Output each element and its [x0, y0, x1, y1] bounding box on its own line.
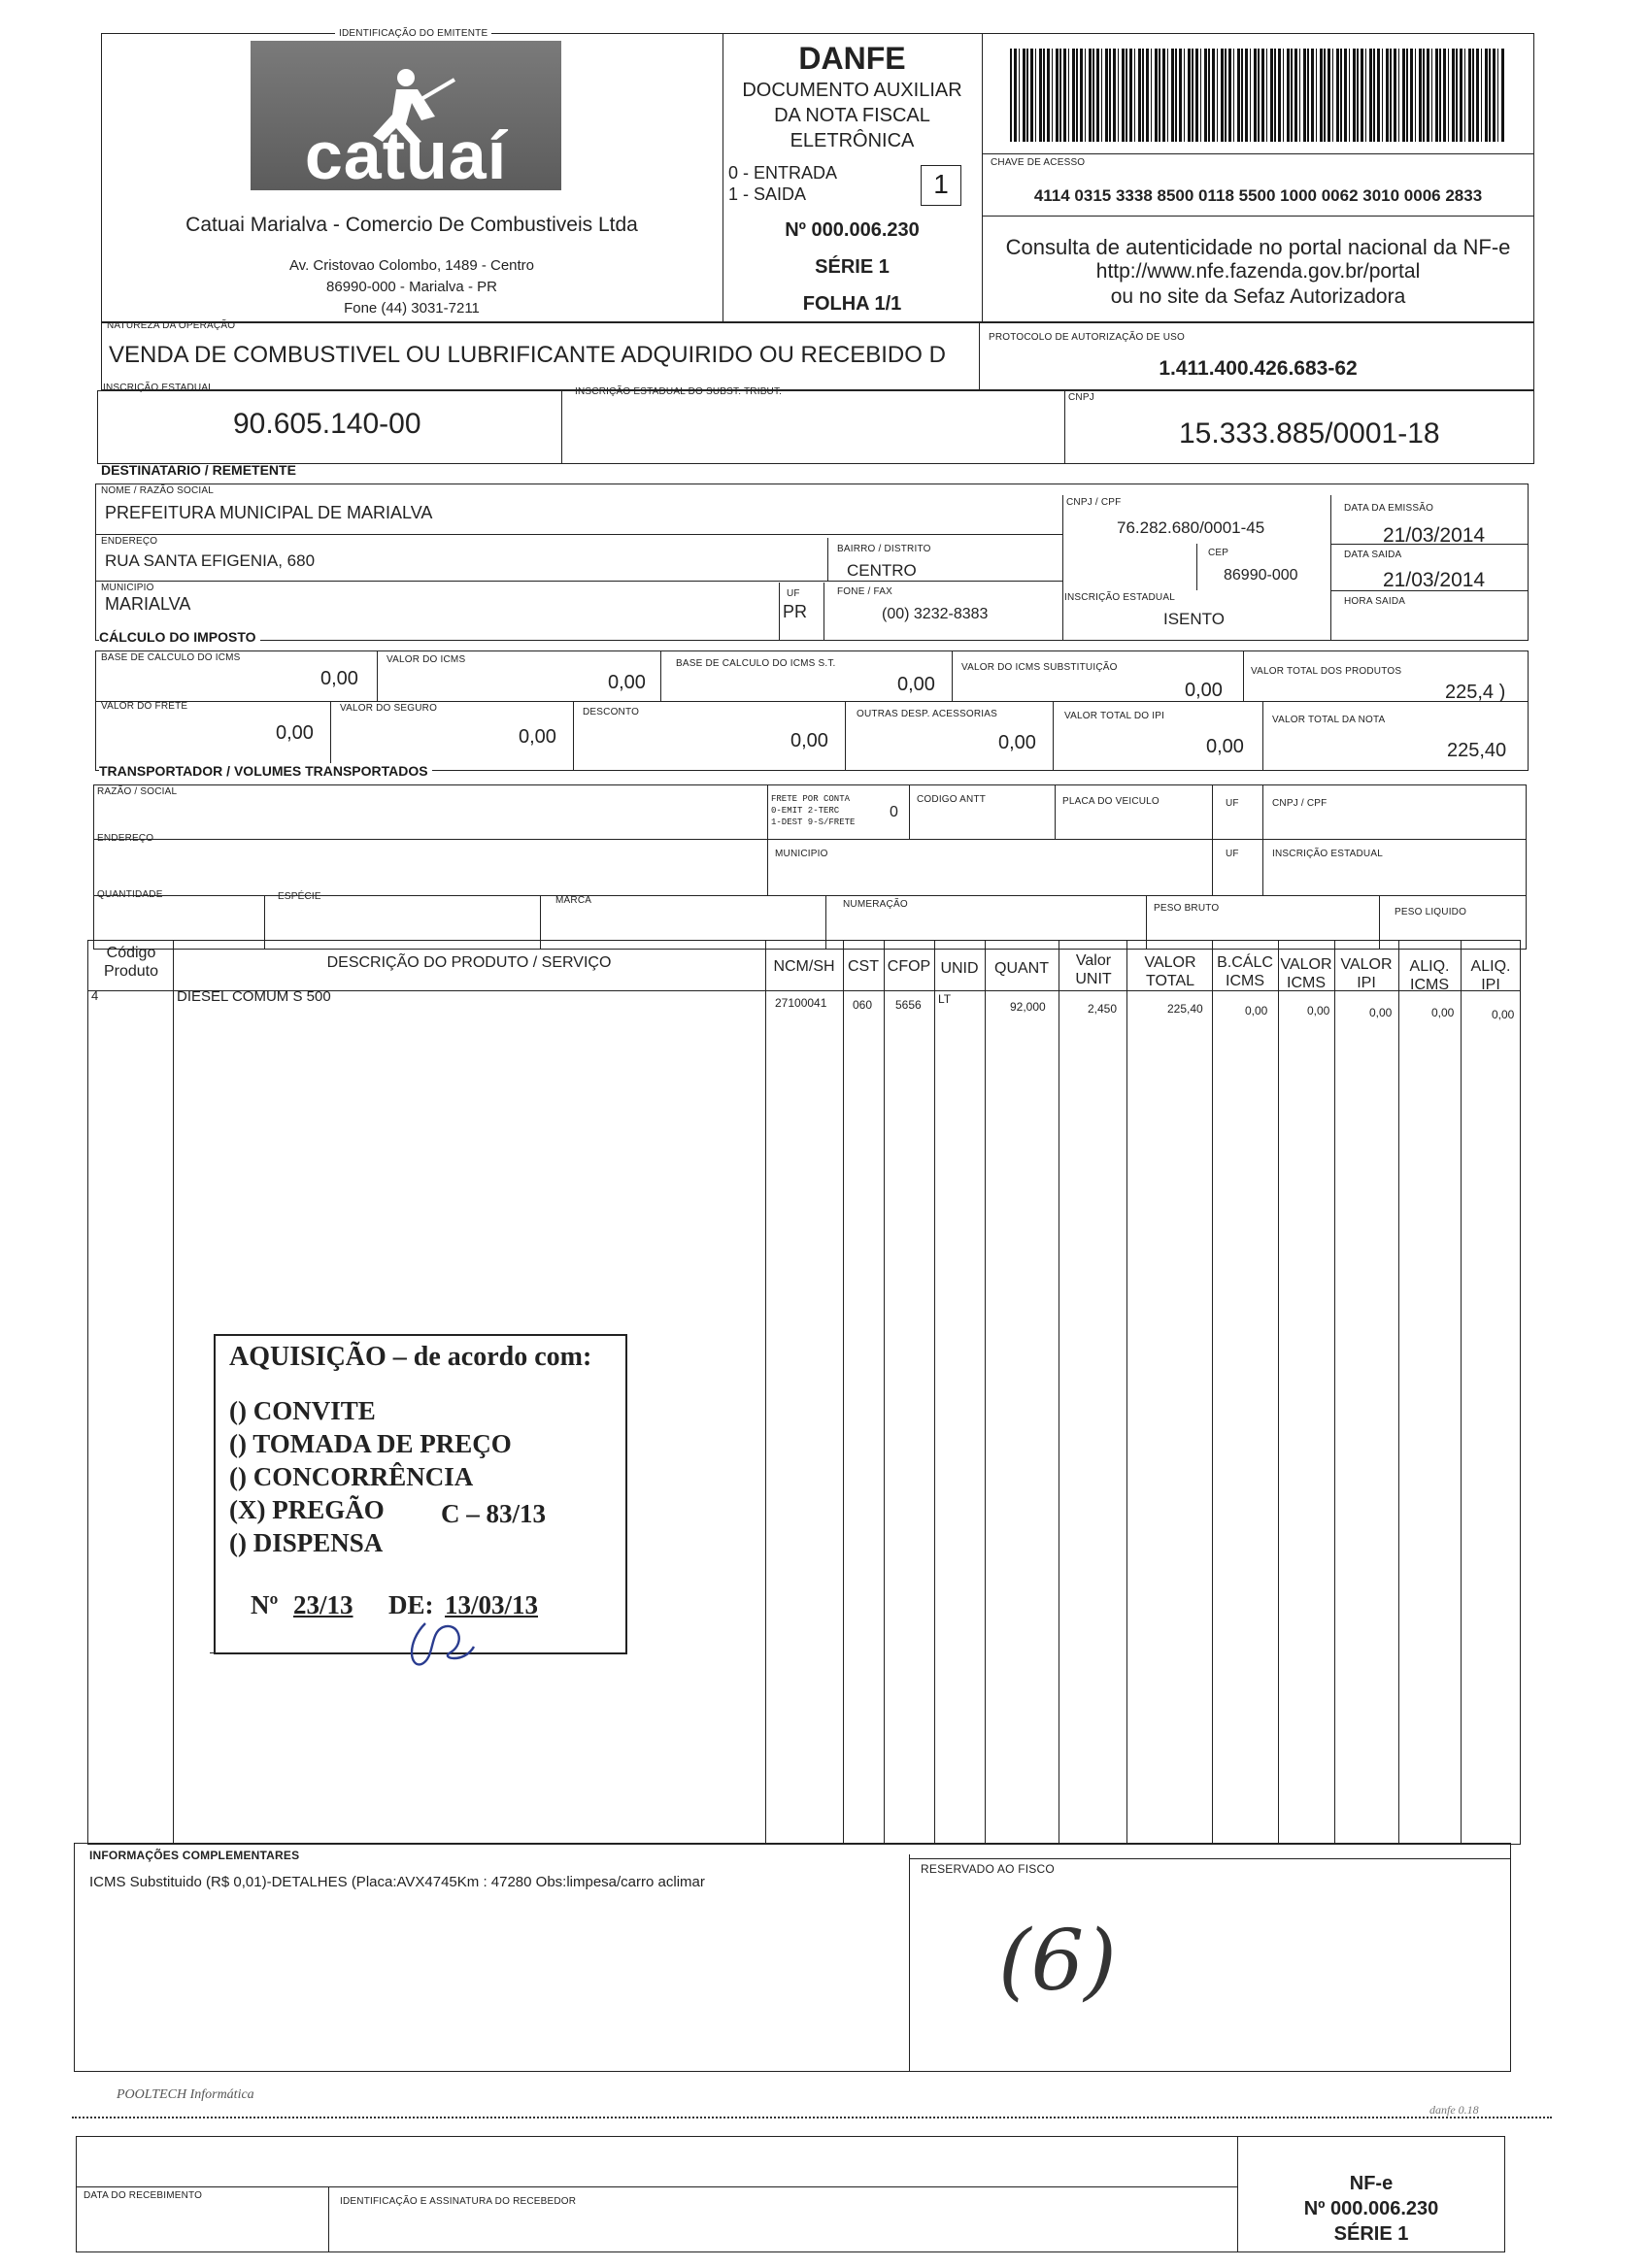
carrier-uf2-label: UF: [1226, 849, 1239, 859]
danfe-title: DANFE: [798, 41, 906, 76]
handwritten-note: (6): [998, 1913, 1117, 2010]
company-address-1: Av. Cristovao Colombo, 1489 - Centro: [288, 257, 535, 274]
stamp-number: 23/13: [293, 1590, 353, 1619]
stamp-concorrencia: () CONCORRÊNCIA: [229, 1462, 474, 1491]
icms-st-value-label: VALOR DO ICMS SUBSTITUIÇÃO: [961, 662, 1118, 673]
stamp-pregao: (X) PREGÃO: [229, 1495, 385, 1524]
transport-section-title: TRANSPORTADOR / VOLUMES TRANSPORTADOS: [99, 763, 432, 779]
recipient-name-label: NOME / RAZÃO SOCIAL: [101, 485, 215, 496]
row-code: 4: [91, 988, 99, 1003]
protocol-label: PROTOCOLO DE AUTORIZAÇÃO DE USO: [989, 332, 1185, 343]
col-icms-rate: ALIQ. ICMS: [1409, 958, 1450, 993]
freight-option-line-1: FRETE POR CONTA: [771, 794, 851, 804]
carrier-name-label: RAZÃO / SOCIAL: [97, 786, 178, 797]
col-cfop: CFOP: [887, 958, 931, 975]
stub-nfe-number: Nº 000.006.230: [1303, 2198, 1439, 2219]
antt-label: CODIGO ANTT: [917, 794, 987, 805]
exit-date: 21/03/2014: [1383, 569, 1486, 591]
protocol-value: 1.411.400.426.683-62: [1159, 357, 1358, 380]
operation-type-box: 1: [921, 165, 961, 206]
district-label: BAIRRO / DISTRITO: [837, 544, 931, 554]
exit-time-label: HORA SAIDA: [1344, 596, 1406, 607]
stamp-tomada-preco: () TOMADA DE PREÇO: [229, 1429, 512, 1458]
stamp-number-prefix: Nº: [251, 1590, 279, 1619]
access-key-label: CHAVE DE ACESSO: [991, 157, 1086, 168]
form-code: danfe 0.18: [1429, 2103, 1479, 2117]
carrier-state-reg-label: INSCRIÇÃO ESTADUAL: [1272, 849, 1383, 859]
volume-qty-label: QUANTIDADE: [97, 889, 163, 900]
col-unit: UNID: [940, 960, 979, 977]
ipi-total: 0,00: [1206, 736, 1244, 757]
exit-label: 1 - SAIDA: [728, 184, 807, 204]
volume-species-label: ESPÉCIE: [278, 891, 321, 902]
icms-value-label: VALOR DO ICMS: [387, 654, 466, 665]
stamp-date-prefix: DE:: [388, 1590, 434, 1619]
recipient-city: MARIALVA: [105, 594, 191, 614]
carrier-uf-label: UF: [1226, 798, 1239, 809]
row-qty: 92,000: [1010, 1000, 1046, 1014]
plate-label: PLACA DO VEICULO: [1062, 796, 1160, 807]
row-ipi-value: 0,00: [1369, 1006, 1393, 1019]
carrier-cnpj-label: CNPJ / CPF: [1272, 798, 1328, 809]
col-icms-value: VALOR ICMS: [1280, 956, 1332, 991]
consult-line-3: ou no site da Sefaz Autorizadora: [1110, 285, 1406, 308]
gross-weight-label: PESO BRUTO: [1154, 903, 1220, 914]
issue-date: 21/03/2014: [1383, 524, 1486, 547]
danfe-subtitle-3: ELETRÔNICA: [790, 130, 915, 151]
freight-option-line-3: 1-DEST 9-S/FRETE: [771, 817, 856, 827]
stamp-signature-icon: [396, 1614, 484, 1672]
recipient-uf: PR: [783, 602, 808, 621]
recipient-state-reg: ISENTO: [1163, 610, 1225, 628]
col-description: DESCRIÇÃO DO PRODUTO / SERVIÇO: [326, 954, 612, 971]
icms-value: 0,00: [608, 672, 646, 693]
issue-date-label: DATA DA EMISSÃO: [1344, 503, 1434, 514]
cep: 86990-000: [1224, 567, 1298, 584]
company-name: Catuai Marialva - Comercio De Combustiveis Ltda: [185, 214, 638, 236]
volume-numbering-label: NUMERAÇÃO: [843, 899, 908, 910]
icms-base: 0,00: [320, 668, 358, 689]
additional-info-label: INFORMAÇÕES COMPLEMENTARES: [89, 1849, 300, 1862]
row-total-value: 225,40: [1167, 1002, 1203, 1016]
recipient-name: PREFEITURA MUNICIPAL DE MARIALVA: [105, 503, 433, 522]
row-icms-base: 0,00: [1245, 1004, 1268, 1017]
state-reg-subst-label: INSCRIÇÃO ESTADUAL DO SUBST. TRIBUT.: [575, 386, 783, 397]
stamp-dispensa: () DISPENSA: [229, 1528, 384, 1557]
insurance-label: VALOR DO SEGURO: [340, 703, 438, 714]
recipient-city-label: MUNICIPIO: [101, 583, 154, 593]
row-ncm: 27100041: [775, 996, 827, 1010]
col-cst: CST: [848, 958, 879, 975]
state-reg-label: INSCRIÇÃO ESTADUAL: [103, 383, 214, 393]
emitter-id-label: IDENTIFICAÇÃO DO EMITENTE: [335, 28, 491, 39]
stamp-date: 13/03/13: [445, 1590, 539, 1619]
stamp-pregao-number: C – 83/13: [441, 1499, 546, 1528]
recipient-phone: (00) 3232-8383: [882, 606, 989, 622]
state-reg-value: 90.605.140-00: [233, 408, 421, 440]
volume-brand-label: MARCA: [555, 895, 592, 906]
recipient-phone-label: FONE / FAX: [837, 586, 893, 597]
invoice-sheet: FOLHA 1/1: [802, 293, 902, 315]
tax-section-title: CÁLCULO DO IMPOSTO: [99, 629, 260, 645]
other-expenses: 0,00: [998, 732, 1036, 753]
carrier-address-label: ENDEREÇO: [97, 833, 154, 844]
exit-date-label: DATA SAIDA: [1344, 550, 1402, 560]
icms-st-value: 0,00: [1185, 680, 1223, 701]
col-ipi-rate: ALIQ. IPI: [1470, 958, 1511, 993]
row-cfop: 5656: [895, 998, 922, 1012]
recipient-state-reg-label: INSCRIÇÃO ESTADUAL: [1064, 592, 1175, 603]
freight: 0,00: [276, 722, 314, 744]
ipi-total-label: VALOR TOTAL DO IPI: [1064, 711, 1165, 721]
products-total-label: VALOR TOTAL DOS PRODUTOS: [1251, 666, 1402, 677]
net-weight-label: PESO LIQUIDO: [1395, 907, 1467, 917]
carrier-city-label: MUNICIPIO: [775, 849, 828, 859]
fisco-label: RESERVADO AO FISCO: [921, 1862, 1055, 1876]
stamp-convite: () CONVITE: [229, 1396, 376, 1425]
entry-label: 0 - ENTRADA: [728, 163, 838, 183]
danfe-subtitle-2: DA NOTA FISCAL: [774, 105, 930, 126]
freight-option-line-2: 0-EMIT 2-TERC: [771, 806, 840, 816]
recipient-section-title: DESTINATARIO / REMETENTE: [101, 462, 296, 478]
icms-st-base: 0,00: [897, 674, 935, 695]
products-total: 225,4 ): [1445, 682, 1506, 703]
row-unit-value: 2,450: [1088, 1002, 1118, 1016]
col-unit-value: Valor UNIT: [1075, 952, 1112, 987]
row-cst: 060: [853, 998, 873, 1012]
received-date-label: DATA DO RECEBIMENTO: [84, 2190, 203, 2201]
col-code: Código Produto: [103, 945, 159, 980]
consult-line-1: Consulta de autenticidade no portal nacional da NF-e: [1005, 235, 1511, 259]
software-credit: POOLTECH Informática: [117, 2087, 254, 2102]
col-ncm: NCM/SH: [773, 958, 835, 975]
recipient-uf-label: UF: [787, 588, 800, 599]
recipient-address-label: ENDEREÇO: [101, 536, 158, 547]
col-qty: QUANT: [994, 960, 1049, 977]
icms-st-base-label: BASE DE CALCULO DO ICMS S.T.: [676, 658, 836, 669]
invoice-number: Nº 000.006.230: [785, 219, 920, 241]
stamp-title: AQUISIÇÃO – de acordo com:: [229, 1342, 592, 1372]
col-total-value: VALOR TOTAL: [1144, 954, 1196, 989]
invoice-total-label: VALOR TOTAL DA NOTA: [1272, 715, 1386, 725]
discount: 0,00: [790, 730, 828, 751]
insurance: 0,00: [519, 726, 556, 748]
danfe-subtitle-1: DOCUMENTO AUXILIAR: [742, 80, 962, 101]
nature-label: NATUREZA DA OPERAÇÃO: [107, 320, 236, 331]
icms-base-label: BASE DE CALCULO DO ICMS: [101, 652, 241, 663]
row-description: DIESEL COMUM S 500: [177, 988, 331, 1005]
company-logo: [251, 41, 561, 193]
consult-url: http://www.nfe.fazenda.gov.br/portal: [1095, 260, 1421, 283]
row-ipi-rate: 0,00: [1492, 1008, 1515, 1021]
stub-nfe-series: SÉRIE 1: [1333, 2223, 1409, 2245]
tear-line: [72, 2117, 1552, 2118]
company-address-2: 86990-000 - Marialva - PR: [326, 279, 497, 295]
recipient-cnpj: 76.282.680/0001-45: [1117, 518, 1265, 537]
other-expenses-label: OUTRAS DESP. ACESSORIAS: [857, 709, 998, 719]
col-ipi-value: VALOR IPI: [1340, 956, 1393, 991]
logo-text: catuaí: [304, 117, 508, 193]
stub-nfe-label: NF-e: [1349, 2173, 1394, 2194]
invoice-total: 225,40: [1447, 740, 1507, 761]
nature-value: VENDA DE COMBUSTIVEL OU LUBRIFICANTE ADQUIRIDO OU RECEBIDO D: [109, 342, 946, 368]
freight-option-value: 0: [890, 804, 898, 820]
access-key: 4114 0315 3338 8500 0118 5500 1000 0062 3010 0006 2833: [1033, 186, 1483, 205]
emitter-cnpj-label: CNPJ: [1068, 392, 1094, 403]
recipient-cnpj-label: CNPJ / CPF: [1066, 497, 1122, 508]
barcode: [1010, 49, 1505, 142]
receiver-label: IDENTIFICAÇÃO E ASSINATURA DO RECEBEDOR: [340, 2196, 577, 2207]
acquisition-stamp: [214, 1334, 627, 1654]
row-icms-rate: 0,00: [1431, 1006, 1455, 1019]
row-icms-value: 0,00: [1307, 1004, 1330, 1017]
district: CENTRO: [847, 561, 917, 580]
invoice-series: SÉRIE 1: [815, 256, 890, 278]
recipient-address: RUA SANTA EFIGENIA, 680: [105, 551, 316, 570]
cep-label: CEP: [1208, 548, 1229, 558]
discount-label: DESCONTO: [583, 707, 640, 717]
freight-label: VALOR DO FRETE: [101, 701, 188, 712]
col-icms-base: B.CÁLC ICMS: [1217, 954, 1273, 989]
company-phone: Fone (44) 3031-7211: [344, 300, 480, 317]
emitter-cnpj-value: 15.333.885/0001-18: [1179, 417, 1440, 450]
additional-info: ICMS Substituido (R$ 0,01)-DETALHES (Placa:AVX4745Km : 47280 Obs:limpesa/carro aclimar: [89, 1874, 705, 1890]
row-unit: LT: [938, 992, 952, 1006]
